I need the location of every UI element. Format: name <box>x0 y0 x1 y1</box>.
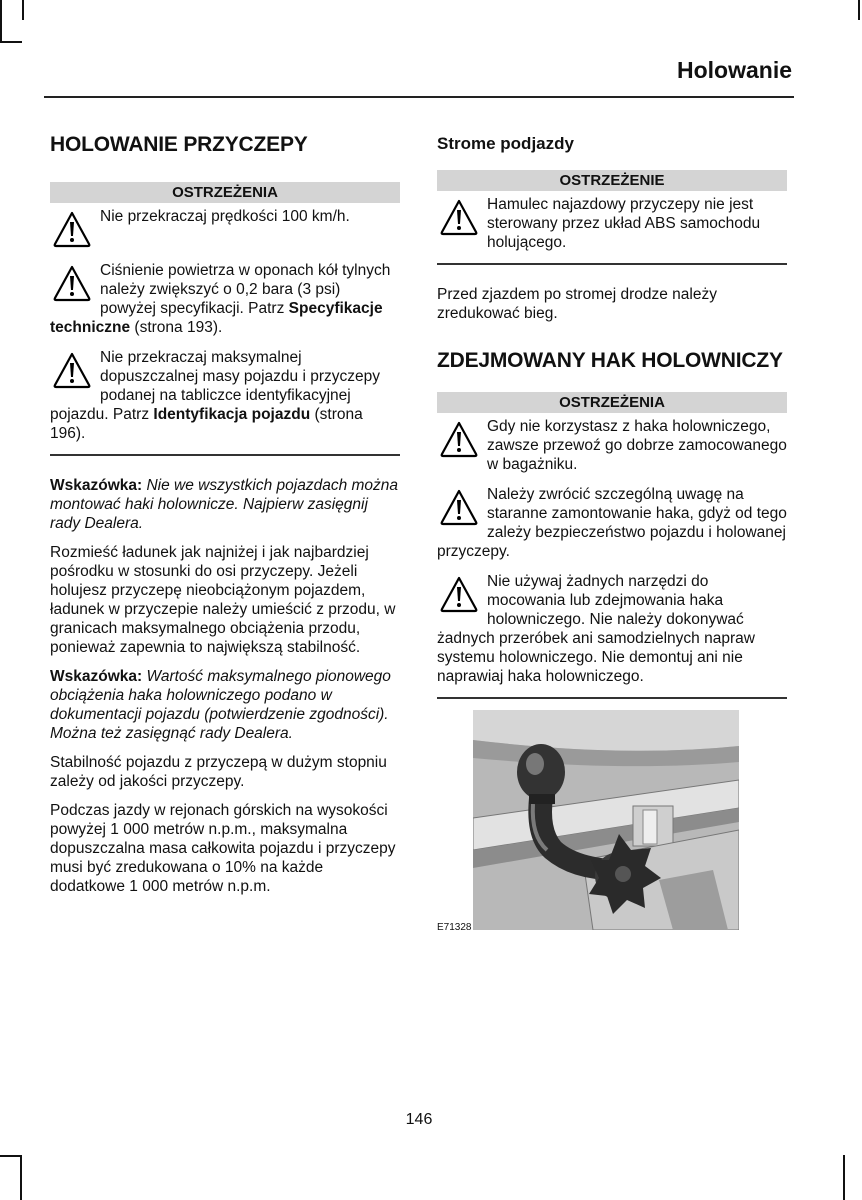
warning-text: Hamulec najazdowy przyczepy nie jest sterowany przez układ ABS samochodu holującego. <box>487 196 761 251</box>
crop-mark <box>0 1155 22 1157</box>
title-rule <box>44 96 794 98</box>
crop-mark <box>858 0 860 20</box>
body-paragraph: Rozmieść ładunek jak najniżej i jak najbardziej pośrodku w stosunki do osi przyczepy. Jeżeli holujesz przyczepę nieobciążonym pojazdem, ładunek w przyczepie należy umieścić z przodu, w granicach maksymalnego obciążenia przodu, ponieważ zapewnia to największą stabilność. <box>50 544 396 656</box>
warning-item <box>50 348 400 443</box>
crop-mark <box>0 0 2 43</box>
note-paragraph <box>50 476 400 533</box>
page-title: Holowanie <box>676 57 792 83</box>
warning-text-tail: (strona 193). <box>134 319 223 336</box>
note-label: Wskazówka: <box>50 477 143 494</box>
crop-mark <box>843 1155 845 1200</box>
section-divider <box>50 454 400 456</box>
warning-item <box>437 572 787 686</box>
cross-reference: Specyfikacje techniczne <box>50 300 383 336</box>
warning-text: Nie używaj żadnych narzędzi do mocowania lub zdejmowania haka holowniczego. Nie należy dokonywać żadnych przeróbek ani samodzielnych napraw systemu holowniczego. Nie demontuj ani nie naprawiaj haka holowniczego. <box>437 573 755 685</box>
note-text: Wartość maksymalnego pionowego obciążenia haka holowniczego podano w dokumentacji pojazdu (potwierdzenie zgodności). Można też zasięgnąć rady Dealera. <box>50 668 391 742</box>
warning-triangle-icon <box>52 264 92 302</box>
note-label: Wskazówka: <box>50 668 143 685</box>
note-paragraph <box>50 667 400 743</box>
warning-item <box>437 195 787 252</box>
warning-text: Nie przekraczaj maksymalnej dopuszczalnej masy pojazdu i przyczepy podanej na tabliczce identyfikacyjnej pojazdu. Patrz <box>50 349 380 423</box>
warning-text-tail: (strona 196). <box>50 406 363 442</box>
warning-triangle-icon <box>52 210 92 248</box>
right-column <box>437 132 787 719</box>
tow-hook-drawing <box>473 710 739 930</box>
warning-triangle-icon <box>52 351 92 389</box>
warning-item <box>50 207 400 250</box>
left-column <box>50 132 400 906</box>
cross-reference: Identyfikacja pojazdu <box>153 406 311 423</box>
sub-heading-steep-slopes: Strome podjazdy <box>437 134 574 153</box>
warnings-bar: OSTRZEŻENIA <box>437 392 787 413</box>
figure-code: E71328 <box>437 922 472 933</box>
warning-item <box>437 485 787 561</box>
section-divider <box>437 697 787 699</box>
warning-item <box>50 261 400 337</box>
tow-hook-illustration <box>473 710 739 930</box>
warning-text: Należy zwrócić szczególną uwagę na staranne zamontowanie haka, gdyż od tego zależy bezpieczeństwo pojazdu i holowanej przyczepy. <box>437 486 787 560</box>
warning-triangle-icon <box>439 488 479 526</box>
body-paragraph: Przed zjazdem po stromej drodze należy zredukować bieg. <box>437 286 717 322</box>
warning-text: Nie przekraczaj prędkości 100 km/h. <box>100 208 350 225</box>
warning-bar: OSTRZEŻENIE <box>437 170 787 191</box>
body-paragraph: Podczas jazdy w rejonach górskich na wysokości powyżej 1 000 metrów n.p.m., maksymalna dopuszczalna masa całkowita pojazdu i przyczepy musi być zredukowana o 10% na każde dodatkowe 1 000 metrów n.p.m. <box>50 802 396 895</box>
crop-mark <box>0 41 22 43</box>
warning-triangle-icon <box>439 575 479 613</box>
section-heading-removable-towbar: ZDEJMOWANY HAK HOLOWNICZY <box>437 349 783 372</box>
body-paragraph: Stabilność pojazdu z przyczepą w dużym stopniu zależy od jakości przyczepy. <box>50 754 387 790</box>
section-divider <box>437 263 787 265</box>
section-heading-trailer-towing: HOLOWANIE PRZYCZEPY <box>50 133 308 156</box>
warning-triangle-icon <box>439 198 479 236</box>
warning-triangle-icon <box>439 420 479 458</box>
warning-text: Gdy nie korzystasz z haka holowniczego, zawsze przewoź go dobrze zamocowanego w bagażniku. <box>487 418 787 473</box>
crop-mark <box>20 1155 22 1200</box>
warnings-bar: OSTRZEŻENIA <box>50 182 400 203</box>
crop-mark <box>22 0 24 20</box>
page-number: 146 <box>405 1111 433 1128</box>
warning-item <box>437 417 787 474</box>
note-text: Nie we wszystkich pojazdach można montować haki holownicze. Najpierw zasięgnij rady Dealera. <box>50 477 399 532</box>
warning-text: Ciśnienie powietrza w oponach kół tylnych należy zwiększyć o 0,2 bara (3 psi) powyżej specyfikacji. Patrz <box>100 262 391 317</box>
